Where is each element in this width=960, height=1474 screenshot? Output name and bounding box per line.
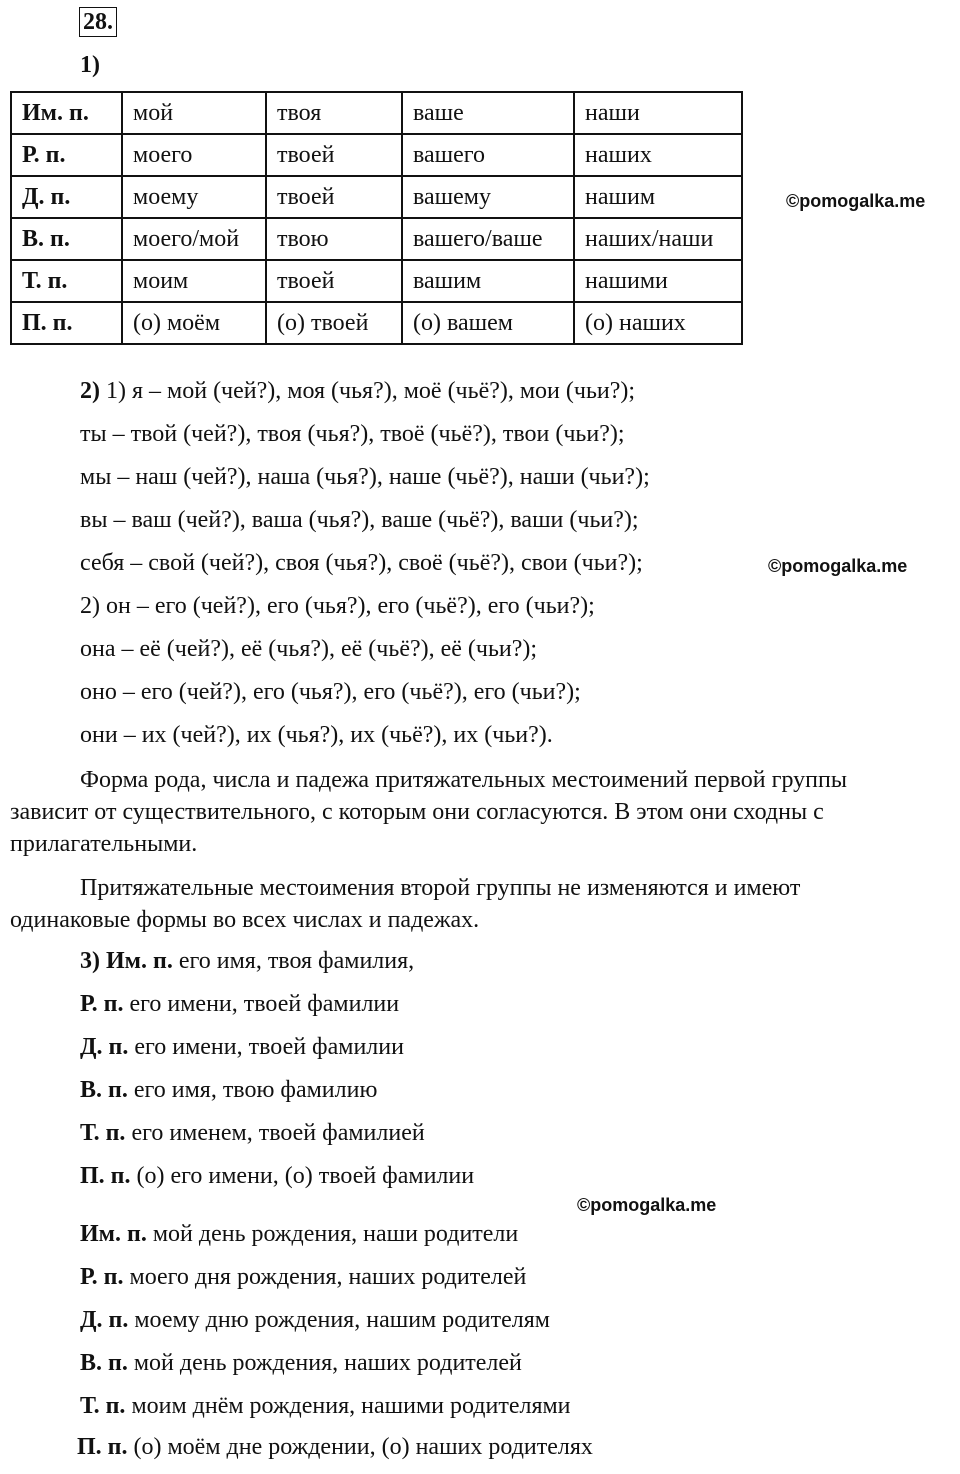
table-cell: твоей [266,260,402,302]
paragraph [10,764,910,860]
table-cell: нашими [574,260,742,302]
part2-line: она – её (чей?), её (чья?), её (чьё?), её (чьи?); [80,636,538,662]
part3-line [80,1307,550,1334]
table-cell: вашим [402,260,574,302]
case-label: Им. п. [80,1221,147,1247]
case-text: его имени, твоей фамилии [128,1034,404,1060]
table-cell: Им. п. [11,92,122,134]
part3-line [80,1034,404,1061]
table-cell: (о) твоей [266,302,402,344]
table-cell: моего/мой [122,218,266,260]
case-text: моего дня рождения, наших родителей [123,1264,527,1290]
table-cell: наших [574,134,742,176]
exercise-number: 28. [79,7,117,37]
table-cell: вашему [402,176,574,218]
case-label: Д. п. [80,1034,129,1060]
table-cell: твою [266,218,402,260]
table-cell: ваше [402,92,574,134]
watermark: ©pomogalka.me [786,191,926,211]
table-cell: вашего [402,134,574,176]
paragraph-text: Форма рода, числа и падежа притяжательных местоимений первой группы зависит от существительного, с которым они согласуются. В этом они сходны с прилагательными. [10,767,847,857]
part3-line [80,1221,518,1248]
case-text: его именем, твоей фамилией [125,1120,425,1146]
part3-line [80,1350,522,1377]
case-label: П. п. [77,1434,128,1460]
part2-line: 2) он – его (чей?), его (чья?), его (чьё?), его (чьи?); [80,593,595,619]
part1-label: 1) [80,52,100,78]
case-text: (о) его имени, (о) твоей фамилии [130,1163,475,1189]
declension-table [10,91,743,345]
part3-label: 3) [80,948,100,974]
table-cell: моему [122,176,266,218]
case-label: В. п. [80,1350,128,1376]
paragraph [10,872,910,936]
part3-line [77,1434,593,1461]
part3-line [80,1163,474,1190]
table-cell: (о) вашем [402,302,574,344]
watermark: ©pomogalka.me [577,1195,717,1215]
table-cell: мой [122,92,266,134]
table-row [11,260,742,302]
part2-line: вы – ваш (чей?), ваша (чья?), ваше (чьё?), ваши (чьи?); [80,507,639,533]
table-row [11,92,742,134]
part3-line [80,1077,377,1104]
case-text: его имя, твоя фамилия, [172,948,415,974]
table-row [11,218,742,260]
case-label: Р. п. [80,991,124,1017]
case-label: Т. п. [80,1120,126,1146]
part3-line [80,1393,571,1420]
case-label: Р. п. [80,1264,124,1290]
case-text: его имя, твою фамилию [127,1077,378,1103]
part2-line: себя – свой (чей?), своя (чья?), своё (чьё?), свои (чьи?); [80,550,643,576]
case-label: П. п. [80,1163,131,1189]
part2-line: они – их (чей?), их (чья?), их (чьё?), их (чьи?). [80,722,553,748]
table-cell: твоей [266,176,402,218]
part2-line: мы – наш (чей?), наша (чья?), наше (чьё?), наши (чьи?); [80,464,650,490]
case-label: В. п. [80,1077,128,1103]
part2-line: оно – его (чей?), его (чья?), его (чьё?), его (чьи?); [80,679,581,705]
case-label: Д. п. [80,1307,129,1333]
table-row [11,176,742,218]
part3-line [80,948,414,975]
case-text: (о) моём дне рождении, (о) наших родителях [127,1434,593,1460]
part3-line [80,991,399,1018]
part2-label: 2) [80,378,100,404]
table-cell: Р. п. [11,134,122,176]
table-cell: вашего/ваше [402,218,574,260]
case-text: мой день рождения, наши родители [146,1221,519,1247]
part3-line [80,1264,526,1291]
case-text: моему дню рождения, нашим родителям [128,1307,550,1333]
paragraph-text: Притяжательные местоимения второй группы не изменяются и имеют одинаковые формы во всех числах и падежах. [10,875,801,933]
table-cell: нашим [574,176,742,218]
part2-line: ты – твой (чей?), твоя (чья?), твоё (чьё?), твои (чьи?); [80,421,625,447]
case-text: мой день рождения, наших родителей [127,1350,522,1376]
case-text: его имени, твоей фамилии [123,991,400,1017]
table-cell: наши [574,92,742,134]
case-text: моим днём рождения, нашими родителями [125,1393,571,1419]
table-cell: моим [122,260,266,302]
table-cell: (о) моём [122,302,266,344]
case-label: Т. п. [80,1393,126,1419]
table-cell: твоей [266,134,402,176]
watermark: ©pomogalka.me [768,556,908,576]
table-cell: (о) наших [574,302,742,344]
part2-line [80,378,635,405]
table-cell: Д. п. [11,176,122,218]
part3-line [80,1120,425,1147]
table-cell: Т. п. [11,260,122,302]
case-label: Им. п. [106,948,173,974]
table-row [11,134,742,176]
part2-line-text: 1) я – мой (чей?), моя (чья?), моё (чьё?), мои (чьи?); [100,378,636,404]
table-cell: моего [122,134,266,176]
table-cell: твоя [266,92,402,134]
table-cell: В. п. [11,218,122,260]
table-row [11,302,742,344]
table-cell: П. п. [11,302,122,344]
table-cell: наших/наши [574,218,742,260]
